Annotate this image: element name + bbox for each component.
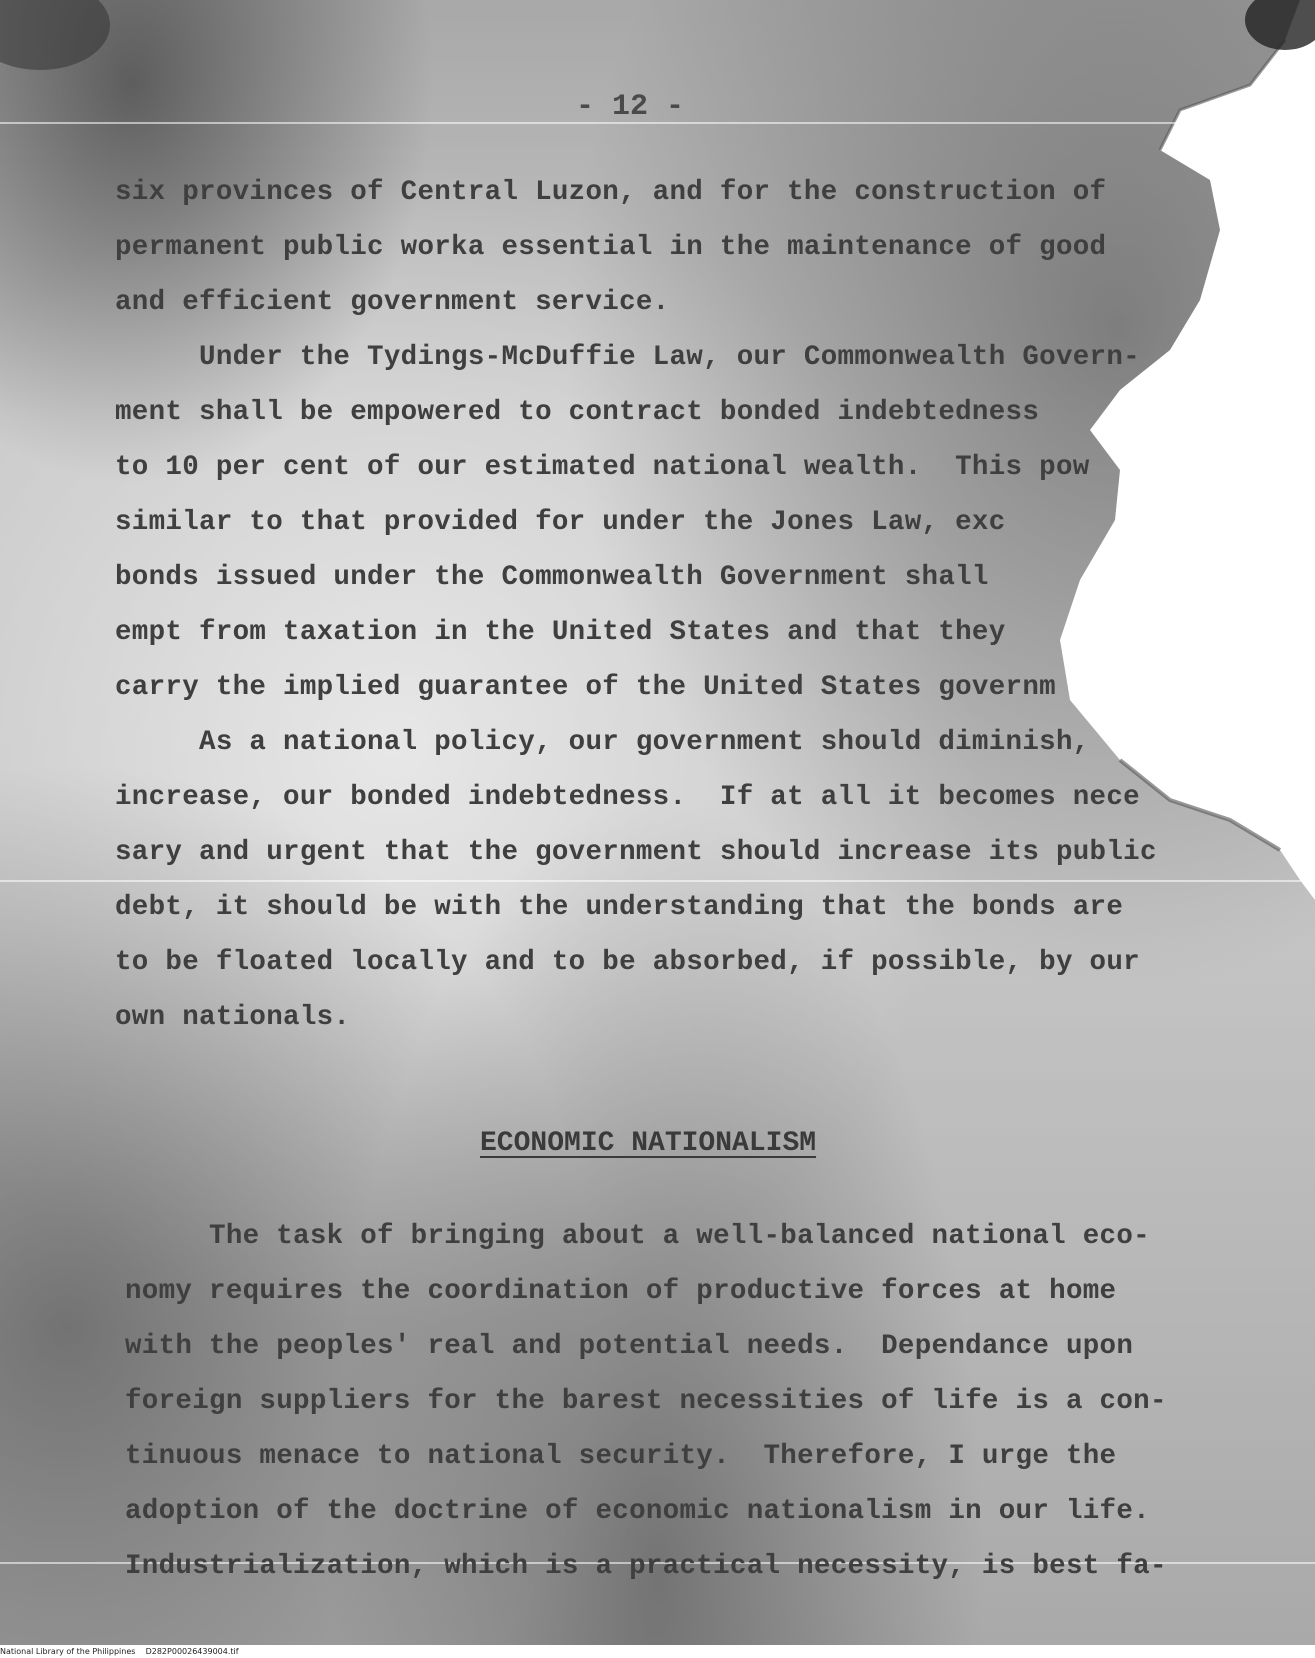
text-line: The task of bringing about a well-balanced national eco- xyxy=(125,1221,1150,1252)
page-number: - 12 - xyxy=(575,90,685,124)
body-text-top xyxy=(115,165,1195,1045)
text-line: to 10 per cent of our estimated national wealth. This pow xyxy=(115,452,1090,483)
text-line: carry the implied guarantee of the United States governm xyxy=(115,672,1056,703)
text-line: As a national policy, our government should diminish, xyxy=(115,727,1090,758)
text-line: Under the Tydings-McDuffie Law, our Commonwealth Govern- xyxy=(115,342,1140,373)
section-heading: ECONOMIC NATIONALISM xyxy=(480,1128,817,1159)
text-line: tinuous menace to national security. Therefore, I urge the xyxy=(125,1441,1117,1472)
text-line: bonds issued under the Commonwealth Government shall xyxy=(115,562,989,593)
text-line: nomy requires the coordination of productive forces at home xyxy=(125,1276,1117,1307)
text-line: adoption of the doctrine of economic nationalism in our life. xyxy=(125,1496,1150,1527)
text-line: to be floated locally and to be absorbed, if possible, by our xyxy=(115,947,1140,978)
text-line: Industrialization, which is a practical necessity, is best fa- xyxy=(125,1551,1167,1582)
text-line: own nationals. xyxy=(115,1002,351,1033)
text-line: similar to that provided for under the Jones Law, exc xyxy=(115,507,1006,538)
text-line: six provinces of Central Luzon, and for the construction of xyxy=(115,177,1107,208)
text-line: debt, it should be with the understanding that the bonds are xyxy=(115,892,1124,923)
text-line: ment shall be empowered to contract bonded indebtedness xyxy=(115,397,1040,428)
text-line: increase, our bonded indebtedness. If at all it becomes nece xyxy=(115,782,1140,813)
text-line: permanent public worka essential in the maintenance of good xyxy=(115,232,1107,263)
text-line: and efficient government service. xyxy=(115,287,670,318)
text-line: foreign suppliers for the barest necessities of life is a con- xyxy=(125,1386,1167,1417)
text-line: sary and urgent that the government should increase its public xyxy=(115,837,1157,868)
body-text-bottom xyxy=(125,1208,1225,1593)
text-line: with the peoples' real and potential needs. Dependance upon xyxy=(125,1331,1134,1362)
text-line: empt from taxation in the United States and that they xyxy=(115,617,1006,648)
archive-footer: National Library of the Philippines D282P00026439004.tif xyxy=(0,1645,1315,1658)
